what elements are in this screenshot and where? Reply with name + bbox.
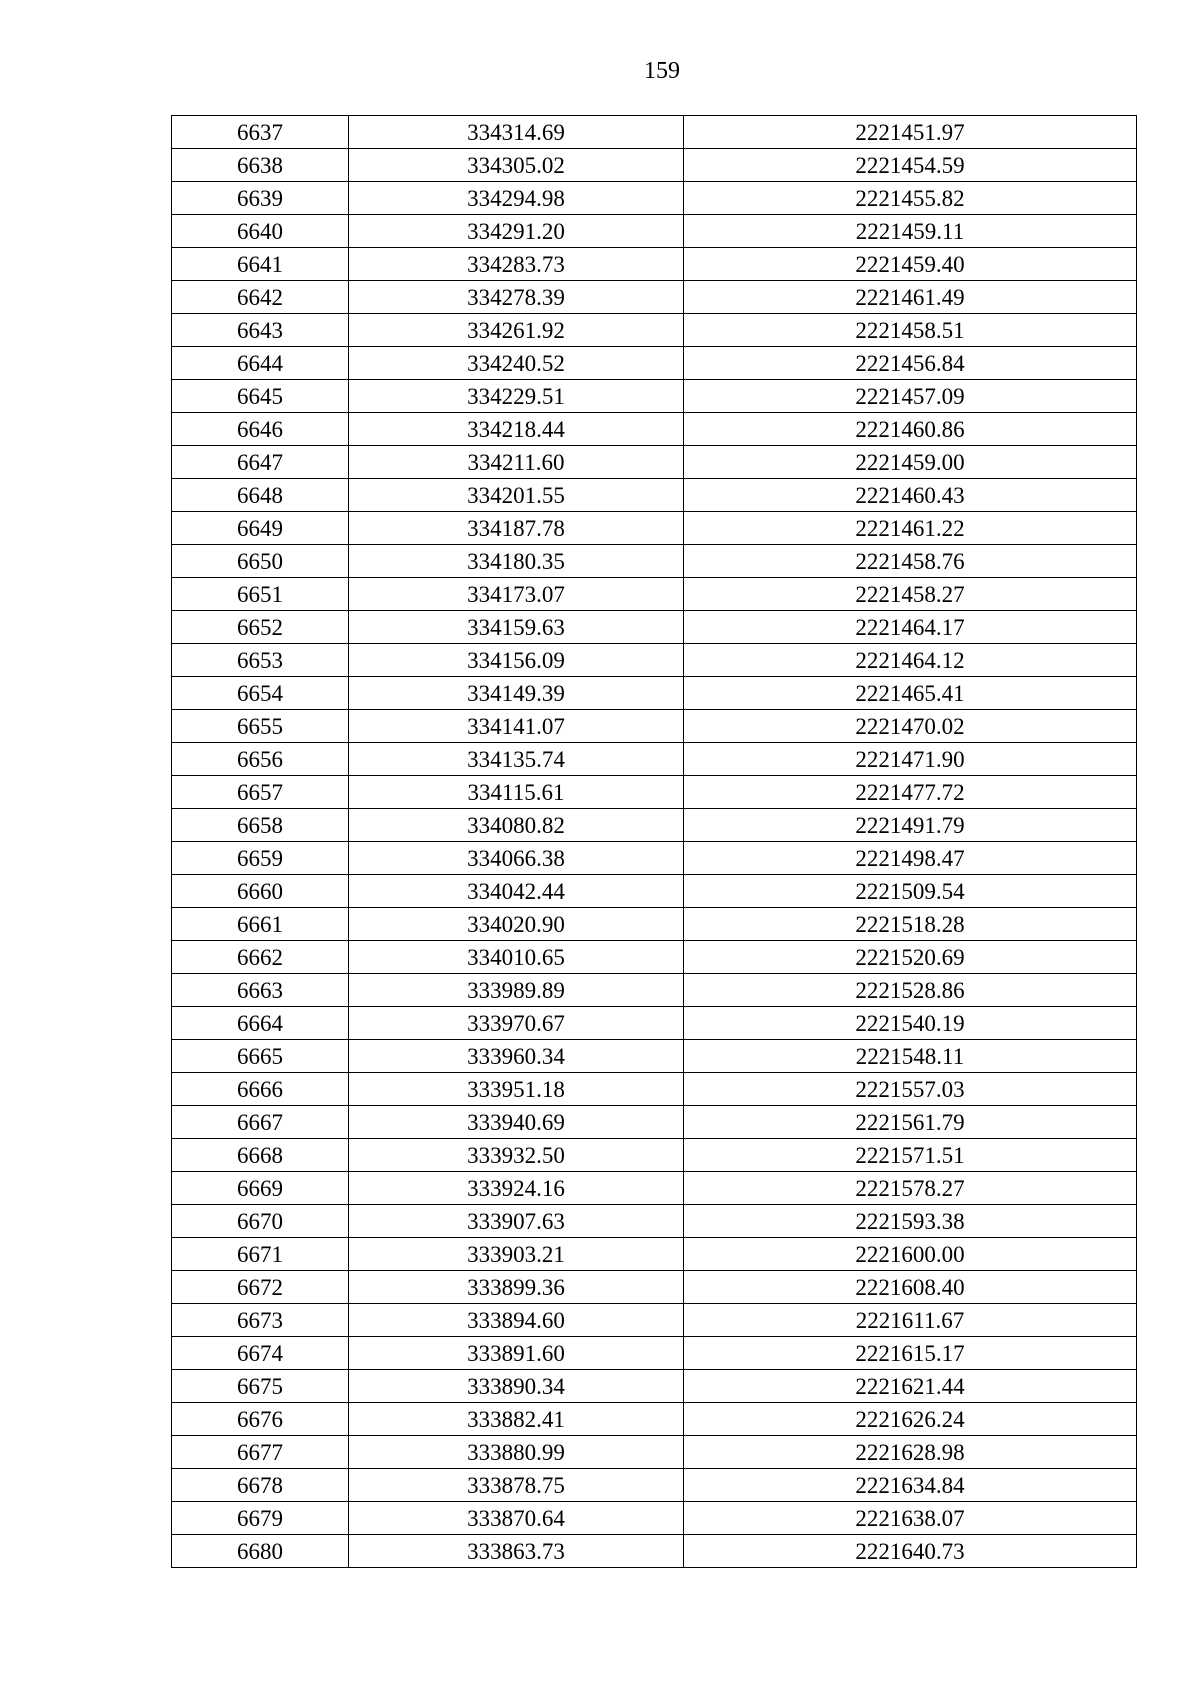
table-row	[172, 1238, 1137, 1271]
point-id-cell: 6658	[172, 809, 349, 842]
x-value-cell: 333970.67	[349, 1007, 684, 1040]
x-value-cell: 334278.39	[349, 281, 684, 314]
y-value-cell: 2221628.98	[684, 1436, 1137, 1469]
x-value-cell: 334010.65	[349, 941, 684, 974]
table-row	[172, 677, 1137, 710]
point-id-cell: 6639	[172, 182, 349, 215]
x-value-cell: 333940.69	[349, 1106, 684, 1139]
y-value-cell: 2221460.86	[684, 413, 1137, 446]
x-value-cell: 333894.60	[349, 1304, 684, 1337]
point-id-cell: 6655	[172, 710, 349, 743]
x-value-cell: 334020.90	[349, 908, 684, 941]
y-value-cell: 2221464.12	[684, 644, 1137, 677]
point-id-cell: 6650	[172, 545, 349, 578]
point-id-cell: 6667	[172, 1106, 349, 1139]
point-id-cell: 6653	[172, 644, 349, 677]
table-row	[172, 908, 1137, 941]
table-row	[172, 1370, 1137, 1403]
x-value-cell: 334180.35	[349, 545, 684, 578]
y-value-cell: 2221464.17	[684, 611, 1137, 644]
table-row	[172, 545, 1137, 578]
y-value-cell: 2221459.00	[684, 446, 1137, 479]
table-row	[172, 974, 1137, 1007]
y-value-cell: 2221460.43	[684, 479, 1137, 512]
x-value-cell: 333890.34	[349, 1370, 684, 1403]
y-value-cell: 2221518.28	[684, 908, 1137, 941]
y-value-cell: 2221615.17	[684, 1337, 1137, 1370]
table-row	[172, 710, 1137, 743]
y-value-cell: 2221638.07	[684, 1502, 1137, 1535]
point-id-cell: 6645	[172, 380, 349, 413]
x-value-cell: 334211.60	[349, 446, 684, 479]
table-row	[172, 248, 1137, 281]
y-value-cell: 2221491.79	[684, 809, 1137, 842]
y-value-cell: 2221470.02	[684, 710, 1137, 743]
x-value-cell: 333960.34	[349, 1040, 684, 1073]
table-row	[172, 314, 1137, 347]
point-id-cell: 6646	[172, 413, 349, 446]
point-id-cell: 6672	[172, 1271, 349, 1304]
point-id-cell: 6651	[172, 578, 349, 611]
x-value-cell: 334218.44	[349, 413, 684, 446]
table-row	[172, 182, 1137, 215]
x-value-cell: 334229.51	[349, 380, 684, 413]
x-value-cell: 334240.52	[349, 347, 684, 380]
table-row	[172, 446, 1137, 479]
x-value-cell: 333903.21	[349, 1238, 684, 1271]
point-id-cell: 6642	[172, 281, 349, 314]
table-row	[172, 1535, 1137, 1568]
point-id-cell: 6660	[172, 875, 349, 908]
y-value-cell: 2221548.11	[684, 1040, 1137, 1073]
page-number: 159	[644, 58, 680, 84]
y-value-cell: 2221621.44	[684, 1370, 1137, 1403]
x-value-cell: 333951.18	[349, 1073, 684, 1106]
table-row	[172, 479, 1137, 512]
y-value-cell: 2221465.41	[684, 677, 1137, 710]
x-value-cell: 334156.09	[349, 644, 684, 677]
x-value-cell: 334294.98	[349, 182, 684, 215]
point-id-cell: 6668	[172, 1139, 349, 1172]
point-id-cell: 6654	[172, 677, 349, 710]
table-row	[172, 1172, 1137, 1205]
x-value-cell: 334135.74	[349, 743, 684, 776]
x-value-cell: 334261.92	[349, 314, 684, 347]
y-value-cell: 2221498.47	[684, 842, 1137, 875]
x-value-cell: 334305.02	[349, 149, 684, 182]
x-value-cell: 334314.69	[349, 116, 684, 149]
point-id-cell: 6671	[172, 1238, 349, 1271]
x-value-cell: 334187.78	[349, 512, 684, 545]
x-value-cell: 334149.39	[349, 677, 684, 710]
x-value-cell: 334042.44	[349, 875, 684, 908]
y-value-cell: 2221454.59	[684, 149, 1137, 182]
x-value-cell: 333870.64	[349, 1502, 684, 1535]
x-value-cell: 333989.89	[349, 974, 684, 1007]
x-value-cell: 334291.20	[349, 215, 684, 248]
y-value-cell: 2221640.73	[684, 1535, 1137, 1568]
table-row	[172, 1139, 1137, 1172]
y-value-cell: 2221540.19	[684, 1007, 1137, 1040]
point-id-cell: 6638	[172, 149, 349, 182]
table-row	[172, 1502, 1137, 1535]
table-row	[172, 380, 1137, 413]
x-value-cell: 333878.75	[349, 1469, 684, 1502]
point-id-cell: 6656	[172, 743, 349, 776]
point-id-cell: 6648	[172, 479, 349, 512]
y-value-cell: 2221557.03	[684, 1073, 1137, 1106]
table-row	[172, 1469, 1137, 1502]
y-value-cell: 2221457.09	[684, 380, 1137, 413]
point-id-cell: 6665	[172, 1040, 349, 1073]
table-row	[172, 611, 1137, 644]
y-value-cell: 2221578.27	[684, 1172, 1137, 1205]
point-id-cell: 6661	[172, 908, 349, 941]
x-value-cell: 333882.41	[349, 1403, 684, 1436]
y-value-cell: 2221461.49	[684, 281, 1137, 314]
table-row	[172, 875, 1137, 908]
x-value-cell: 333899.36	[349, 1271, 684, 1304]
point-id-cell: 6670	[172, 1205, 349, 1238]
x-value-cell: 334173.07	[349, 578, 684, 611]
y-value-cell: 2221561.79	[684, 1106, 1137, 1139]
y-value-cell: 2221477.72	[684, 776, 1137, 809]
point-id-cell: 6669	[172, 1172, 349, 1205]
y-value-cell: 2221458.27	[684, 578, 1137, 611]
y-value-cell: 2221626.24	[684, 1403, 1137, 1436]
y-value-cell: 2221608.40	[684, 1271, 1137, 1304]
point-id-cell: 6677	[172, 1436, 349, 1469]
table-row	[172, 1040, 1137, 1073]
point-id-cell: 6644	[172, 347, 349, 380]
y-value-cell: 2221600.00	[684, 1238, 1137, 1271]
point-id-cell: 6680	[172, 1535, 349, 1568]
table-row	[172, 1106, 1137, 1139]
point-id-cell: 6659	[172, 842, 349, 875]
y-value-cell: 2221571.51	[684, 1139, 1137, 1172]
y-value-cell: 2221458.51	[684, 314, 1137, 347]
point-id-cell: 6641	[172, 248, 349, 281]
x-value-cell: 334159.63	[349, 611, 684, 644]
x-value-cell: 334201.55	[349, 479, 684, 512]
y-value-cell: 2221451.97	[684, 116, 1137, 149]
point-id-cell: 6675	[172, 1370, 349, 1403]
x-value-cell: 333891.60	[349, 1337, 684, 1370]
point-id-cell: 6674	[172, 1337, 349, 1370]
table-row	[172, 1205, 1137, 1238]
y-value-cell: 2221459.40	[684, 248, 1137, 281]
point-id-cell: 6679	[172, 1502, 349, 1535]
x-value-cell: 334115.61	[349, 776, 684, 809]
point-id-cell: 6676	[172, 1403, 349, 1436]
x-value-cell: 334080.82	[349, 809, 684, 842]
x-value-cell: 333863.73	[349, 1535, 684, 1568]
x-value-cell: 333880.99	[349, 1436, 684, 1469]
table-row	[172, 347, 1137, 380]
point-id-cell: 6666	[172, 1073, 349, 1106]
point-id-cell: 6647	[172, 446, 349, 479]
table-row	[172, 776, 1137, 809]
x-value-cell: 334141.07	[349, 710, 684, 743]
x-value-cell: 333932.50	[349, 1139, 684, 1172]
point-id-cell: 6657	[172, 776, 349, 809]
table-row	[172, 809, 1137, 842]
table-row	[172, 842, 1137, 875]
point-id-cell: 6662	[172, 941, 349, 974]
y-value-cell: 2221456.84	[684, 347, 1137, 380]
table-row	[172, 1073, 1137, 1106]
point-id-cell: 6640	[172, 215, 349, 248]
y-value-cell: 2221509.54	[684, 875, 1137, 908]
point-id-cell: 6664	[172, 1007, 349, 1040]
table-row	[172, 941, 1137, 974]
y-value-cell: 2221611.67	[684, 1304, 1137, 1337]
table-row	[172, 1271, 1137, 1304]
table-row	[172, 1436, 1137, 1469]
table-row	[172, 1007, 1137, 1040]
point-id-cell: 6649	[172, 512, 349, 545]
y-value-cell: 2221520.69	[684, 941, 1137, 974]
point-id-cell: 6652	[172, 611, 349, 644]
table-row	[172, 149, 1137, 182]
point-id-cell: 6643	[172, 314, 349, 347]
table-row	[172, 512, 1137, 545]
table-body	[172, 116, 1137, 1568]
table-row	[172, 281, 1137, 314]
table-row	[172, 116, 1137, 149]
y-value-cell: 2221528.86	[684, 974, 1137, 1007]
table-row	[172, 743, 1137, 776]
y-value-cell: 2221471.90	[684, 743, 1137, 776]
y-value-cell: 2221455.82	[684, 182, 1137, 215]
y-value-cell: 2221593.38	[684, 1205, 1137, 1238]
point-id-cell: 6678	[172, 1469, 349, 1502]
point-id-cell: 6673	[172, 1304, 349, 1337]
table-container	[171, 115, 1136, 1568]
table-row	[172, 413, 1137, 446]
coordinates-table	[171, 115, 1137, 1568]
table-row	[172, 1403, 1137, 1436]
y-value-cell: 2221461.22	[684, 512, 1137, 545]
x-value-cell: 333924.16	[349, 1172, 684, 1205]
point-id-cell: 6637	[172, 116, 349, 149]
table-row	[172, 1304, 1137, 1337]
table-row	[172, 644, 1137, 677]
y-value-cell: 2221634.84	[684, 1469, 1137, 1502]
table-row	[172, 578, 1137, 611]
table-row	[172, 1337, 1137, 1370]
x-value-cell: 334066.38	[349, 842, 684, 875]
y-value-cell: 2221458.76	[684, 545, 1137, 578]
y-value-cell: 2221459.11	[684, 215, 1137, 248]
x-value-cell: 333907.63	[349, 1205, 684, 1238]
x-value-cell: 334283.73	[349, 248, 684, 281]
point-id-cell: 6663	[172, 974, 349, 1007]
table-row	[172, 215, 1137, 248]
